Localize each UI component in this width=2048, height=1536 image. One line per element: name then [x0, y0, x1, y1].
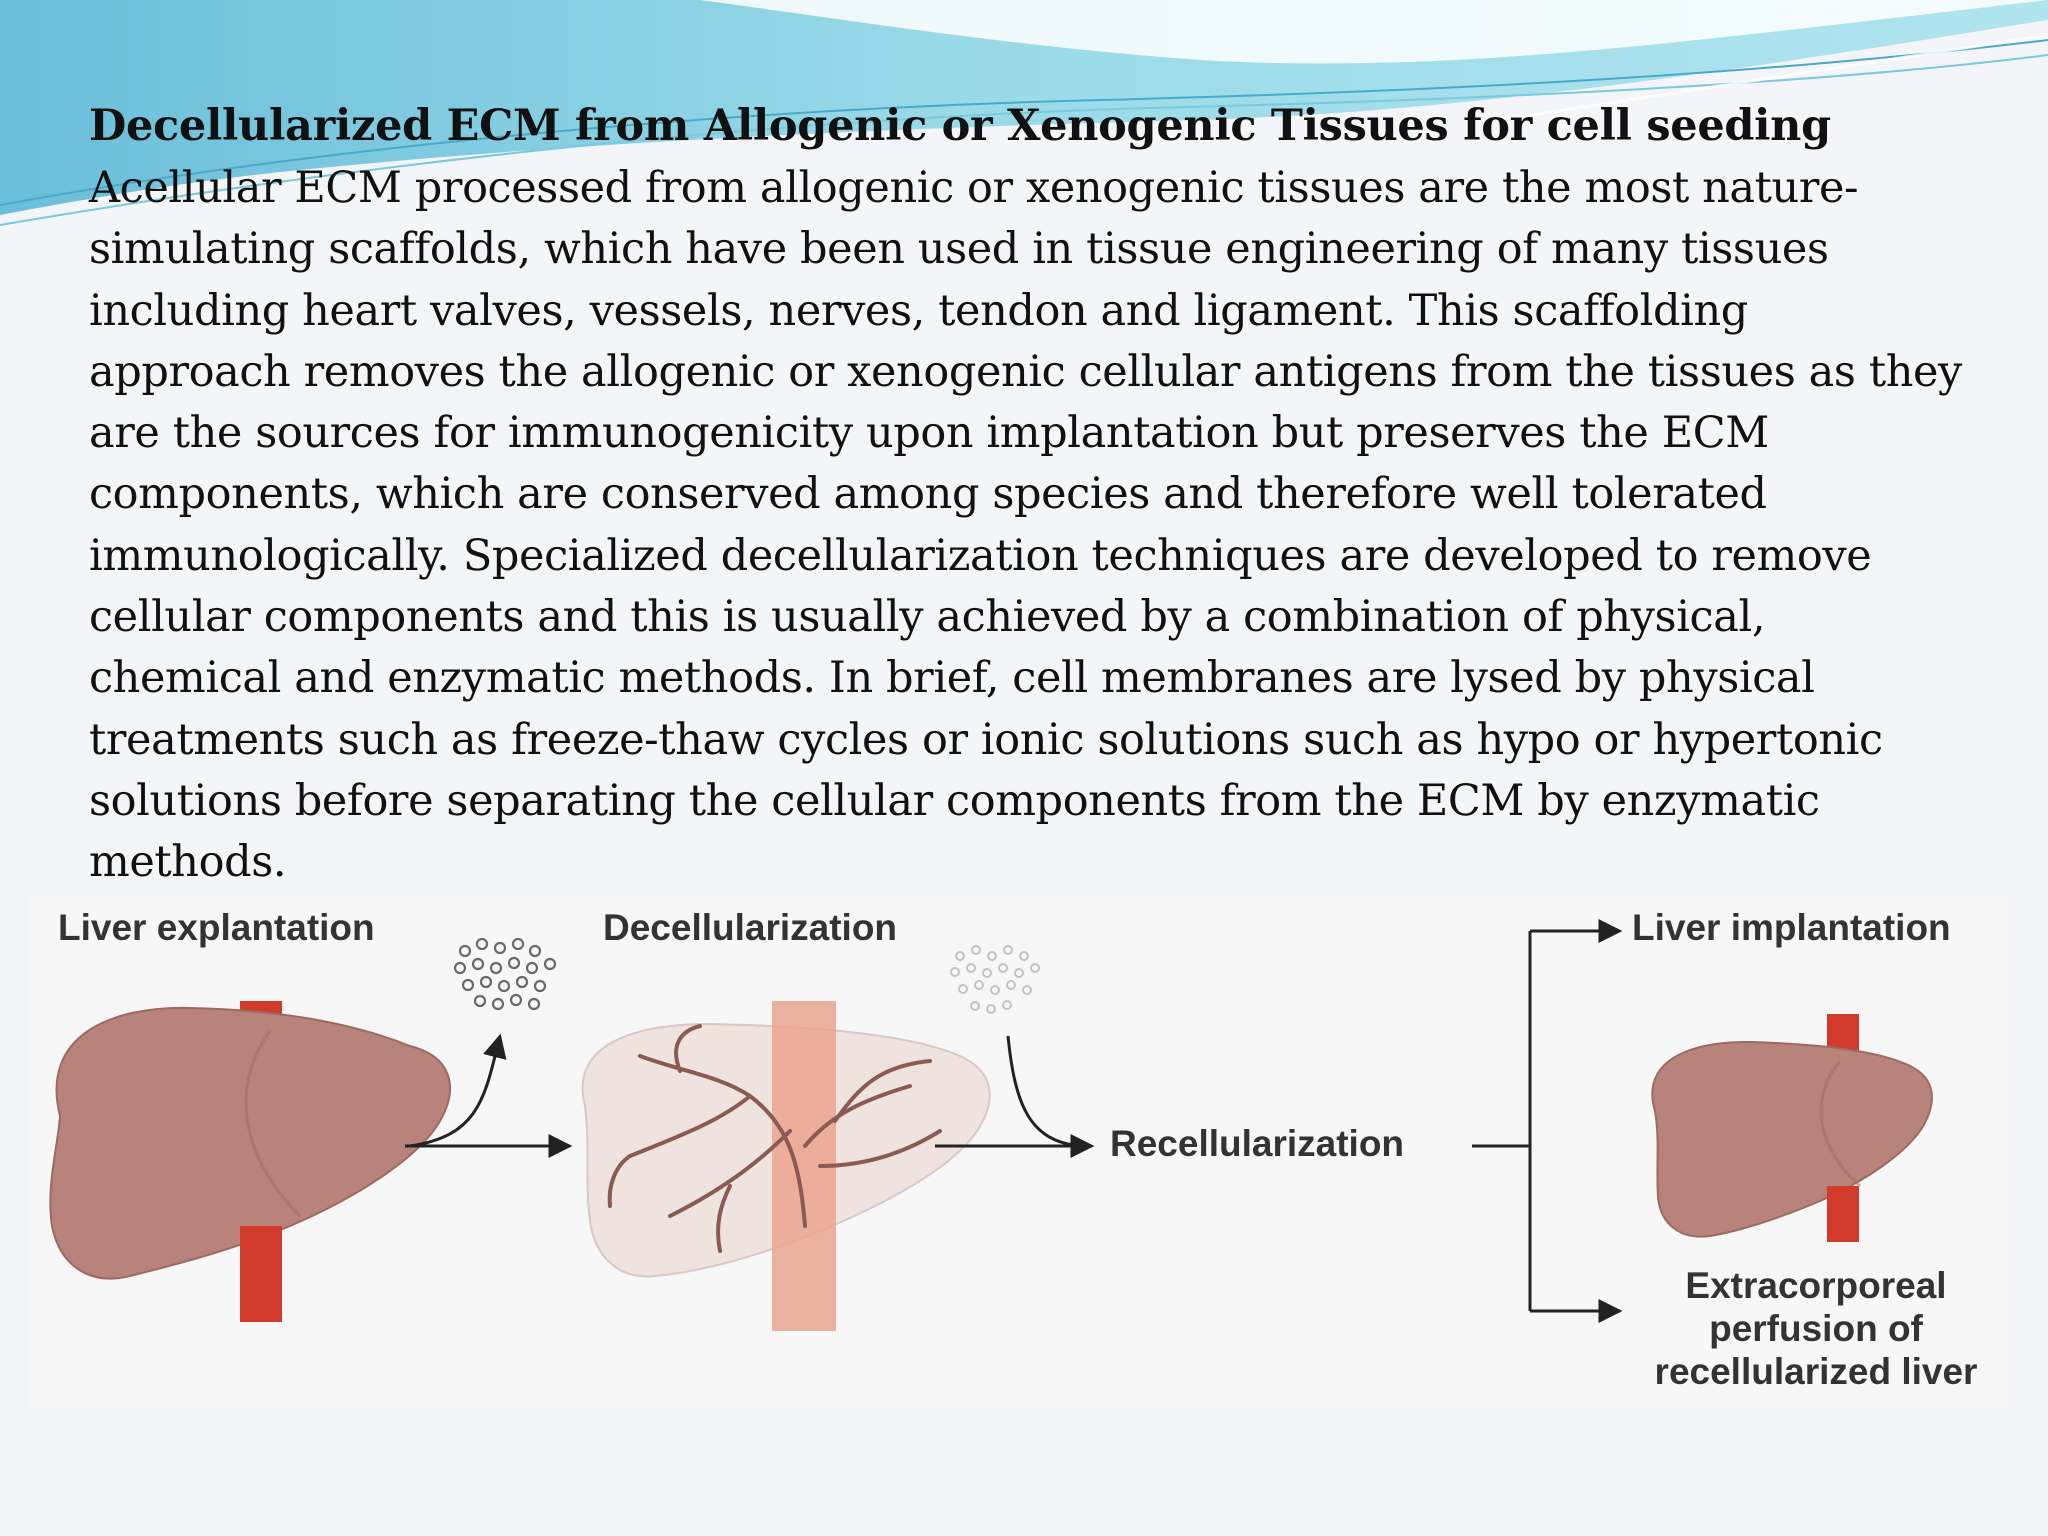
figure-svg	[30, 896, 2008, 1408]
arrow-cells-in	[1008, 1036, 1080, 1146]
body-line: methods.	[89, 837, 287, 888]
body-line: simulating scaffolds, which have been used in tissue engineering of many tissues	[89, 224, 1829, 275]
body-line: approach removes the allogenic or xenogenic cellular antigens from the tissues as they	[89, 346, 1962, 397]
label-decellularization: Decellularization	[603, 907, 898, 948]
cells-removed-cluster	[455, 939, 555, 1009]
body-line: cellular components and this is usually achieved by a combination of physical,	[89, 592, 1766, 643]
body-line: treatments such as freeze-thaw cycles or ionic solutions such as hypo or hypertonic	[89, 714, 1883, 765]
vessel-lower	[240, 1226, 282, 1322]
label-extracorporeal-1: Extracorporeal	[1685, 1265, 1947, 1306]
label-liver-explantation: Liver explantation	[58, 907, 375, 948]
label-liver-implantation: Liver implantation	[1632, 907, 1951, 948]
body-line: chemical and enzymatic methods. In brief, cell membranes are lysed by physical	[89, 653, 1815, 704]
body-line: including heart valves, vessels, nerves, tendon and ligament. This scaffolding	[89, 285, 1748, 336]
label-recellularization: Recellularization	[1110, 1123, 1405, 1164]
liver-implanted	[1652, 1014, 1932, 1242]
cells-faint-cluster	[951, 946, 1039, 1013]
liver-decellularized	[583, 1001, 990, 1331]
liver-bioengineering-figure	[30, 896, 2008, 1408]
slide-body	[89, 158, 2039, 894]
body-line: immunologically. Specialized decellularization techniques are developed to remove	[89, 530, 1872, 581]
body-line: components, which are conserved among species and therefore well tolerated	[89, 469, 1767, 520]
label-extracorporeal-3: recellularized liver	[1654, 1351, 1978, 1392]
liver-body-2	[1652, 1042, 1932, 1237]
label-extracorporeal-2: perfusion of	[1709, 1308, 1923, 1349]
body-line: solutions before separating the cellular components from the ECM by enzymatic	[89, 775, 1820, 826]
vessel-lower-2	[1827, 1186, 1859, 1242]
liver-explanted	[50, 1001, 450, 1322]
body-line: are the sources for immunogenicity upon implantation but preserves the ECM	[89, 408, 1769, 459]
slide-title: Decellularized ECM from Allogenic or Xenogenic Tissues for cell seeding	[89, 101, 1831, 151]
body-line: Acellular ECM processed from allogenic or xenogenic tissues are the most nature-	[89, 163, 1859, 213]
